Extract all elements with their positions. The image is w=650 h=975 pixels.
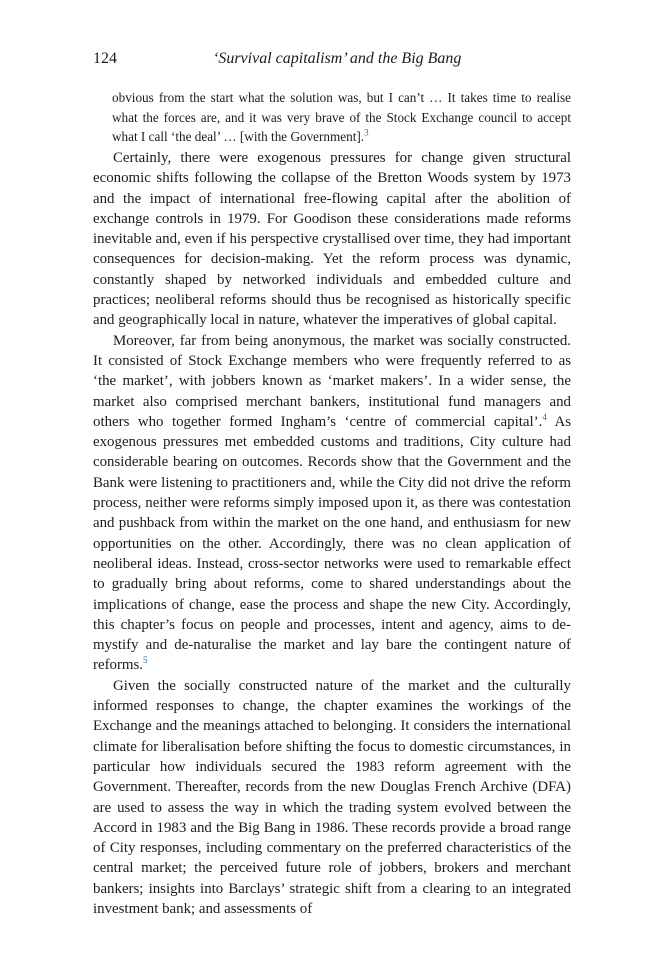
paragraph-2 <box>93 331 571 676</box>
paragraph-text: Certainly, there were exogenous pressures for change given structural economic shifts following the collapse of the Bretton Woods system by 1973 and the impact of international free-flowing capital after the abolition of exchange controls in 1979. For Goodison these considerations made reforms inevitable and, even if his perspective crystallised over time, they had important consequences for decision-making. Yet the reform process was dynamic, constantly shaped by networked individuals and embedded culture and practices; neoliberal reforms should thus be recognised as historically specific and geographically local in nature, whatever the imperatives of global capital. <box>93 150 571 329</box>
paragraph-text: Moreover, far from being anonymous, the market was socially constructed. It consisted of Stock Exchange members who were frequently referred to as ‘the market’, with jobbers known as ‘market makers’. In a wider sense, the market also comprised merchant bankers, institutional fund managers and others who together formed Ingham’s ‘centre of commercial capital’. <box>93 332 571 430</box>
block-quote <box>112 88 571 147</box>
footnote-ref-5[interactable]: 5 <box>143 655 148 666</box>
paragraph-1 <box>93 148 571 331</box>
block-quote-text: obvious from the start what the solution was, but I can’t … It takes time to realise what the forces are, and it was very brave of the Stock Exchange council to accept what I call ‘the deal’ … [with the Government]. <box>112 90 571 144</box>
footnote-ref-4[interactable]: 4 <box>542 411 547 422</box>
running-title: ‘Survival capitalism’ and the Big Bang <box>213 50 462 67</box>
paragraph-text: As exogenous pressures met embedded customs and traditions, City culture had considerable bearing on outcomes. Records show that the Government and the Bank were listening to practitioners and, while the City did not drive the reform process, neither were reforms simply imposed upon it, as there was contestation and pushback from within the market on the one hand, and enthusiasm for new opportunities on the other. Accordingly, there was no clean application of neoliberal ideas. Instead, cross-sector networks were used to remarkable effect to gradually bring about reforms, come to shared understandings about the implications of change, ease the process and shape the new City. Accordingly, this chapter’s focus on people and processes, intent and agency, aims to de-mystify and de-naturalise the market and lay bare the contingent nature of reforms. <box>93 413 571 674</box>
paragraph-text: Given the socially constructed nature of the market and the culturally informed responses to change, the chapter examines the workings of the Exchange and the meanings attached to belonging. It considers the international climate for liberalisation before shifting the focus to domestic circumstances, in particular how individuals secured the 1983 reform agreement with the Government. Thereafter, records from the new Douglas French Archive (DFA) are used to assess the way in which the trading system evolved between the Accord in 1983 and the Big Bang in 1986. These records provide a broad range of City responses, including commentary on the preferred characteristics of the central market; the perceived future role of jobbers, brokers and merchant bankers; insights into Barclays’ strategic shift from a clearing to an integrated investment bank; and assessments of <box>93 677 571 917</box>
paragraph-3 <box>93 676 571 920</box>
page-number: 124 <box>93 50 117 67</box>
main-text <box>93 148 571 919</box>
footnote-ref-3[interactable]: 3 <box>364 127 369 138</box>
